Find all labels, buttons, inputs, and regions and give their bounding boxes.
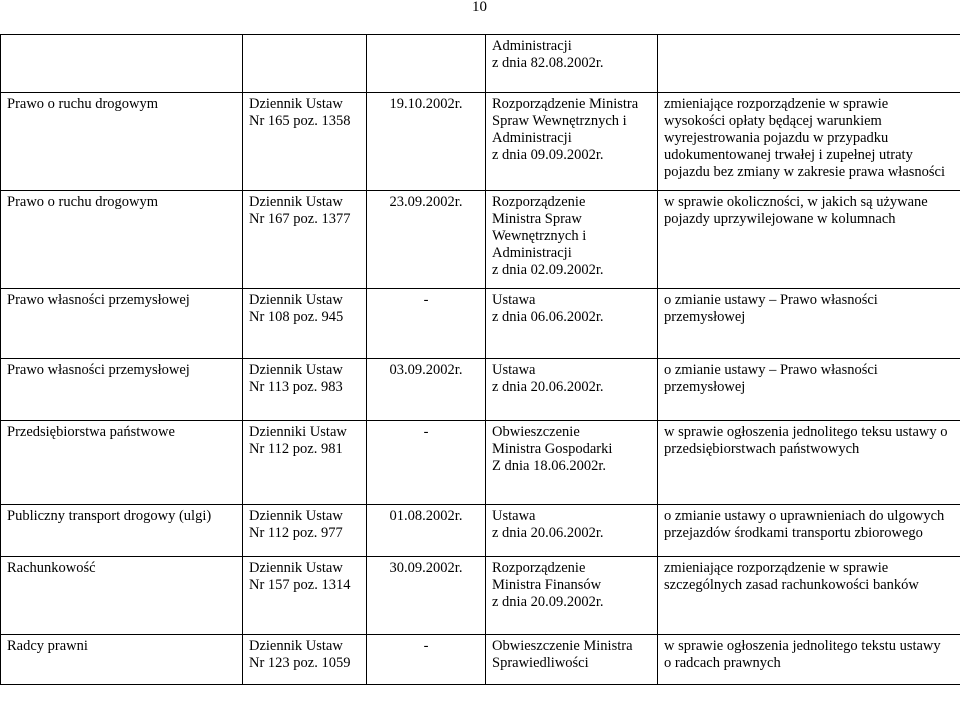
act-type-line: Ministra Gospodarki [492, 441, 613, 457]
description-line: w sprawie okoliczności, w jakich są używane [664, 194, 928, 210]
description-cell [658, 359, 960, 421]
act-name: Prawo o ruchu drogowym [7, 194, 159, 210]
description-line: o zmianie ustawy o uprawnieniach do ulgowych [664, 508, 945, 524]
act-type-line: Rozporządzenie Ministra [492, 96, 639, 112]
act-name-cell [1, 191, 243, 289]
description-line: wyrejestrowania pojazdu w przypadku [664, 130, 889, 146]
journal-cell [243, 93, 367, 191]
act-name-cell [1, 505, 243, 557]
act-name-cell [1, 635, 243, 685]
journal-line: Dziennik Ustaw [249, 362, 343, 378]
effective-date: 23.09.2002r. [389, 194, 463, 210]
act-type-line: Administracji [492, 245, 572, 261]
act-name-cell [1, 289, 243, 359]
table-row [1, 505, 960, 557]
act-type-line: Z dnia 18.06.2002r. [492, 458, 606, 474]
journal-line: Dziennik Ustaw [249, 96, 343, 112]
description-line: w sprawie ogłoszenia jednolitego teksu ustawy o [664, 424, 948, 440]
act-type-cell [486, 359, 658, 421]
act-type-cell [486, 93, 658, 191]
act-type-cell [486, 635, 658, 685]
table-row [1, 35, 960, 93]
description-line: przemysłowej [664, 309, 746, 325]
act-type-line: Obwieszczenie [492, 424, 580, 440]
description-line: pojazdu bez zmiany w zakresie prawa własności [664, 164, 946, 180]
act-name: Przedsiębiorstwa państwowe [7, 424, 175, 440]
effective-date-cell [367, 505, 486, 557]
act-name-cell [1, 359, 243, 421]
description-line: o radcach prawnych [664, 655, 781, 671]
journal-line: Nr 112 poz. 977 [249, 525, 343, 541]
act-type-cell [486, 505, 658, 557]
page-number: 10 [472, 0, 487, 15]
journal-line: Nr 123 poz. 1059 [249, 655, 351, 671]
description-line: zmieniające rozporządzenie w sprawie [664, 560, 889, 576]
act-name-cell [1, 35, 243, 93]
description-cell [658, 191, 960, 289]
description-cell [658, 635, 960, 685]
act-name: Prawo o ruchu drogowym [7, 96, 159, 112]
effective-date: - [423, 424, 429, 440]
description-line: przejazdów środkami transportu zbiorowego [664, 525, 923, 541]
effective-date: 01.08.2002r. [389, 508, 463, 524]
effective-date-cell [367, 289, 486, 359]
table-row [1, 93, 960, 191]
act-type-cell [486, 557, 658, 635]
act-type-line: Sprawiedliwości [492, 655, 589, 671]
journal-cell [243, 191, 367, 289]
effective-date: 30.09.2002r. [389, 560, 463, 576]
description-line: udokumentowanej trwałej i zupełnej utraty [664, 147, 913, 163]
journal-cell [243, 35, 367, 93]
journal-line: Dziennik Ustaw [249, 560, 343, 576]
act-type-line: z dnia 02.09.2002r. [492, 262, 604, 278]
table-row [1, 191, 960, 289]
description-cell [658, 93, 960, 191]
description-line: szczególnych zasad rachunkowości banków [664, 577, 919, 593]
act-type-line: z dnia 09.09.2002r. [492, 147, 604, 163]
effective-date: - [423, 292, 429, 308]
act-name-cell [1, 93, 243, 191]
description-line: zmieniające rozporządzenie w sprawie [664, 96, 889, 112]
journal-cell [243, 557, 367, 635]
act-type-line: z dnia 06.06.2002r. [492, 309, 604, 325]
journal-line: Nr 113 poz. 983 [249, 379, 343, 395]
legal-acts-table [0, 34, 960, 685]
description-line: wysokości opłaty będącej warunkiem [664, 113, 882, 129]
journal-line: Dziennik Ustaw [249, 508, 343, 524]
act-name: Radcy prawni [7, 638, 88, 654]
effective-date-cell [367, 93, 486, 191]
effective-date-cell [367, 421, 486, 505]
act-type-line: Ustawa [492, 292, 536, 308]
effective-date-cell [367, 635, 486, 685]
effective-date: 19.10.2002r. [389, 96, 463, 112]
description-line: przedsiębiorstwach państwowych [664, 441, 860, 457]
table-row [1, 635, 960, 685]
journal-line: Nr 108 poz. 945 [249, 309, 344, 325]
act-type-line: Ministra Spraw [492, 211, 582, 227]
table-row [1, 359, 960, 421]
act-name: Prawo własności przemysłowej [7, 292, 190, 308]
description-cell [658, 421, 960, 505]
effective-date-cell [367, 191, 486, 289]
act-type-line: z dnia 82.08.2002r. [492, 55, 604, 71]
act-type-cell [486, 421, 658, 505]
journal-line: Dziennik Ustaw [249, 638, 343, 654]
table-row [1, 421, 960, 505]
journal-cell [243, 359, 367, 421]
description-cell [658, 505, 960, 557]
description-cell [658, 35, 960, 93]
act-type-line: Rozporządzenie [492, 194, 586, 210]
act-type-line: Wewnętrznych i [492, 228, 587, 244]
effective-date-cell [367, 557, 486, 635]
act-type-line: Administracji [492, 38, 572, 54]
effective-date-cell [367, 35, 486, 93]
journal-line: Nr 112 poz. 981 [249, 441, 343, 457]
act-type-line: z dnia 20.06.2002r. [492, 379, 604, 395]
description-line: w sprawie ogłoszenia jednolitego tekstu ustawy [664, 638, 941, 654]
description-cell [658, 289, 960, 359]
act-type-cell [486, 35, 658, 93]
description-line: przemysłowej [664, 379, 746, 395]
journal-line: Dziennik Ustaw [249, 194, 343, 210]
act-type-line: Spraw Wewnętrznych i [492, 113, 627, 129]
table-row [1, 289, 960, 359]
act-name-cell [1, 421, 243, 505]
act-type-cell [486, 191, 658, 289]
effective-date: 03.09.2002r. [389, 362, 463, 378]
journal-cell [243, 421, 367, 505]
act-type-line: Ustawa [492, 508, 536, 524]
journal-line: Dziennik Ustaw [249, 292, 343, 308]
journal-line: Dzienniki Ustaw [249, 424, 347, 440]
journal-cell [243, 635, 367, 685]
description-line: o zmianie ustawy – Prawo własności [664, 362, 878, 378]
journal-cell [243, 505, 367, 557]
act-name: Publiczny transport drogowy (ulgi) [7, 508, 212, 524]
effective-date: - [423, 638, 429, 654]
description-line: o zmianie ustawy – Prawo własności [664, 292, 878, 308]
act-type-line: z dnia 20.09.2002r. [492, 594, 604, 610]
act-type-line: Ustawa [492, 362, 536, 378]
act-type-line: Administracji [492, 130, 572, 146]
effective-date-cell [367, 359, 486, 421]
journal-line: Nr 167 poz. 1377 [249, 211, 351, 227]
act-type-line: Rozporządzenie [492, 560, 586, 576]
description-line: pojazdy uprzywilejowane w kolumnach [664, 211, 896, 227]
journal-line: Nr 165 poz. 1358 [249, 113, 351, 129]
act-type-line: Ministra Finansów [492, 577, 602, 593]
table-row [1, 557, 960, 635]
journal-line: Nr 157 poz. 1314 [249, 577, 351, 593]
act-name: Prawo własności przemysłowej [7, 362, 190, 378]
act-type-line: Obwieszczenie Ministra [492, 638, 633, 654]
legal-acts-body [1, 35, 960, 685]
act-name-cell [1, 557, 243, 635]
description-cell [658, 557, 960, 635]
act-name: Rachunkowość [7, 560, 96, 576]
act-type-cell [486, 289, 658, 359]
journal-cell [243, 289, 367, 359]
act-type-line: z dnia 20.06.2002r. [492, 525, 604, 541]
